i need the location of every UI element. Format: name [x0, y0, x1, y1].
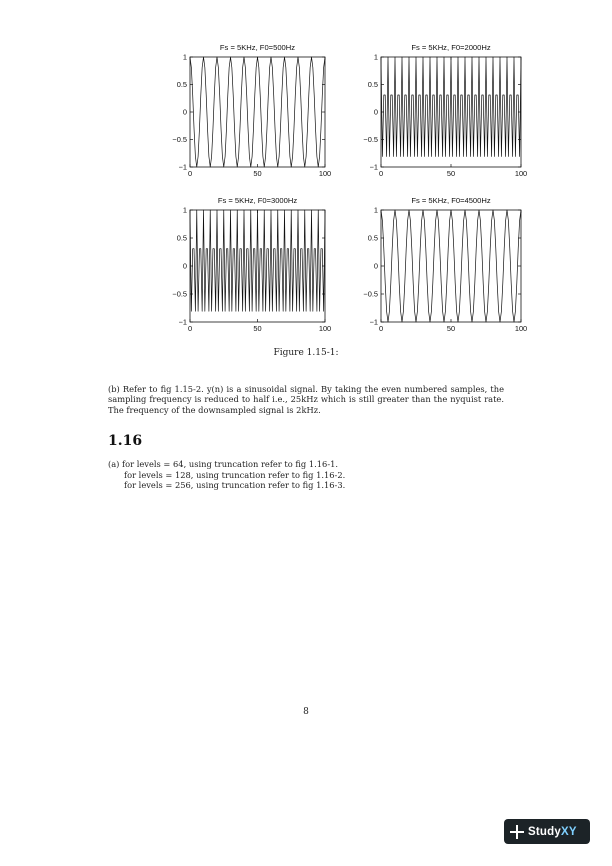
y-tick-label: −0.5	[172, 135, 187, 145]
chart-title: Fs = 5KHz, F0=2000Hz	[411, 43, 491, 52]
y-tick-label: −0.5	[172, 289, 187, 299]
y-tick-label: 0.5	[176, 80, 187, 90]
y-tick-label: 0.5	[367, 80, 378, 90]
list-item: for levels = 256, using truncation refer to fig 1.16-3.	[124, 480, 346, 491]
y-tick-label: 1	[373, 52, 378, 62]
x-tick-label: 0	[378, 169, 384, 178]
y-tick-label: 0.5	[367, 233, 378, 243]
x-tick-label: 100	[318, 324, 332, 333]
y-tick-label: −1	[178, 317, 187, 327]
list-item: for levels = 128, using truncation refer to fig 1.16-2.	[124, 469, 346, 480]
series-line	[381, 210, 521, 322]
chart-title: Fs = 5KHz, F0=500Hz	[219, 43, 296, 52]
x-tick-label: 100	[514, 324, 528, 333]
list-item: (a) for levels = 64, using truncation refer to fig 1.16-1.	[108, 459, 339, 469]
x-tick-label: 50	[446, 324, 456, 333]
x-tick-label: 100	[514, 169, 528, 178]
y-tick-label: −0.5	[363, 135, 378, 145]
series-line	[190, 210, 325, 311]
x-tick-label: 100	[318, 169, 332, 178]
plot-frame	[381, 210, 521, 322]
watermark-text	[528, 826, 577, 838]
x-tick-label: 0	[187, 169, 193, 178]
watermark-accent: XY	[560, 825, 577, 838]
paragraph-b: (b) Refer to fig 1.15-2. y(n) is a sinusoidal signal. By taking the even numbered samples, the sampling frequency is reduced to half i.e., 25kHz which is still greater than the nyquist rate. The frequency of the downsampled signal is 2kHz.	[108, 384, 504, 415]
y-tick-label: 0	[182, 261, 187, 271]
series-line	[381, 57, 521, 157]
page-number: 8	[303, 707, 309, 717]
y-tick-label: −1	[178, 162, 187, 172]
y-tick-label: 1	[373, 205, 378, 215]
studyxy-watermark	[504, 819, 590, 844]
plot-frame	[190, 57, 325, 167]
y-tick-label: 0	[182, 107, 187, 117]
y-tick-label: 1	[182, 52, 187, 62]
y-tick-label: −0.5	[363, 289, 378, 299]
y-tick-label: 0.5	[176, 233, 187, 243]
y-tick-label: 0	[373, 107, 378, 117]
watermark-prefix: Study	[528, 825, 561, 838]
series-line	[190, 57, 325, 167]
figure-1-15-1	[0, 0, 612, 345]
x-tick-label: 50	[253, 169, 262, 178]
y-tick-label: −1	[369, 317, 378, 327]
plus-icon	[510, 825, 524, 839]
x-tick-label: 50	[253, 324, 262, 333]
y-tick-label: 0	[373, 261, 378, 271]
y-tick-label: −1	[369, 162, 378, 172]
y-tick-label: 1	[182, 205, 187, 215]
section-title: 1.16	[108, 433, 143, 449]
x-tick-label: 0	[187, 324, 193, 333]
x-tick-label: 50	[446, 169, 456, 178]
x-tick-label: 0	[378, 324, 384, 333]
chart-title: Fs = 5KHz, F0=3000Hz	[217, 196, 298, 205]
chart-title: Fs = 5KHz, F0=4500Hz	[411, 196, 491, 205]
section-list	[108, 459, 508, 491]
figure-caption: Figure 1.15-1:	[273, 348, 339, 358]
